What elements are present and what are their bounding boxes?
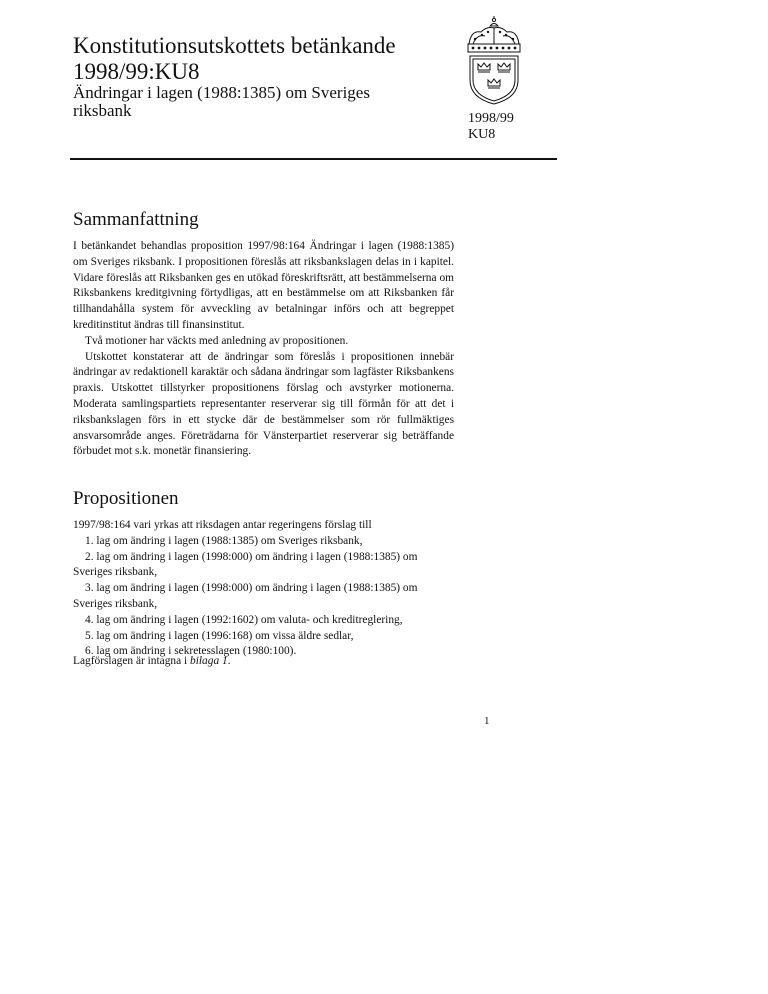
proposition-list — [73, 534, 454, 660]
proposition-closing — [73, 654, 231, 670]
proposition-lead: 1997/98:164 vari yrkas att riksdagen antar regeringens förslag till — [73, 519, 372, 531]
proposition-heading: Propositionen — [73, 488, 179, 509]
doc-year: 1998/99 — [468, 111, 514, 126]
page-number: 1 — [484, 715, 490, 727]
summary-paragraph-1: I betänkandet behandlas proposition 1997/98:164 Ändringar i lagen (1988:1385) om Sveriges riksbank. I propositionen föreslås att riksbankslagen delas in i kapitel. Vidare föreslås att Riksbanken ges en utökad föreskriftsrätt, att bestämmelserna om Riksbankens kreditgivning förtydligas, att en bestämmelse om att Riksbanken får tillhandahålla system för avveckling av betalningar införs och att begreppet kreditinstitut ändras till finansinstitut. — [73, 240, 454, 331]
list-item: 1. lag om ändring i lagen (1988:1385) om Sveriges riksbank, — [85, 534, 363, 547]
list-item: 4. lag om ändring i lagen (1992:1602) om valuta- och kreditreglering, — [85, 613, 403, 626]
list-item: 3. lag om ändring i lagen (1998:000) om ändring i lagen (1988:1385) om Sveriges riksbank, — [73, 582, 418, 610]
list-item: 2. lag om ändring i lagen (1998:000) om ändring i lagen (1988:1385) om Sveriges riksbank, — [73, 550, 418, 579]
title-line-1: Konstitutionsutskottets betänkande — [73, 33, 396, 58]
document-subtitle: Ändringar i lagen (1988:1385) om Sveriges riksbank — [73, 83, 370, 120]
summary-paragraph-3: Utskottet konstaterar att de ändringar som föreslås i propositionen innebär ändringar av redaktionell karaktär och sådana ändringar som lagfäster Riksbankens praxis. Utskottet tillstyrker propositionens förslag och avstyrker motionerna. Moderata samlingspartiets representanter reserverar sig till förmån för att det i riksbankslagen förs in ett stycke där de bestämmelser som rör fullmäktiges ansvarsområde anges. Företrädarna för Vänsterpartiet reserverar sig beträffande förbudet mot s.k. monetär finansiering. — [73, 350, 454, 458]
summary-heading: Sammanfattning — [73, 209, 199, 230]
proposition-body — [73, 518, 454, 660]
title-line-2: 1998/99:KU8 — [73, 59, 200, 84]
closing-suffix: . — [227, 655, 231, 667]
list-item: 5. lag om ändring i lagen (1996:168) om vissa äldre sedlar, — [85, 629, 354, 642]
summary-paragraph-2: Två motioner har väckts med anledning av propositionen. — [85, 334, 349, 347]
summary-body — [73, 239, 454, 460]
swedish-three-crowns-emblem-icon — [463, 14, 525, 106]
appendix-reference: bilaga 1 — [190, 655, 228, 667]
header-divider — [70, 158, 557, 160]
list-item: 6. lag om ändring i sekretesslagen (1980:100). — [85, 645, 297, 658]
document-identifier — [468, 111, 514, 143]
closing-prefix: Lagförslagen är intagna i — [73, 655, 191, 667]
doc-code: KU8 — [468, 127, 496, 142]
document-title — [73, 33, 453, 85]
